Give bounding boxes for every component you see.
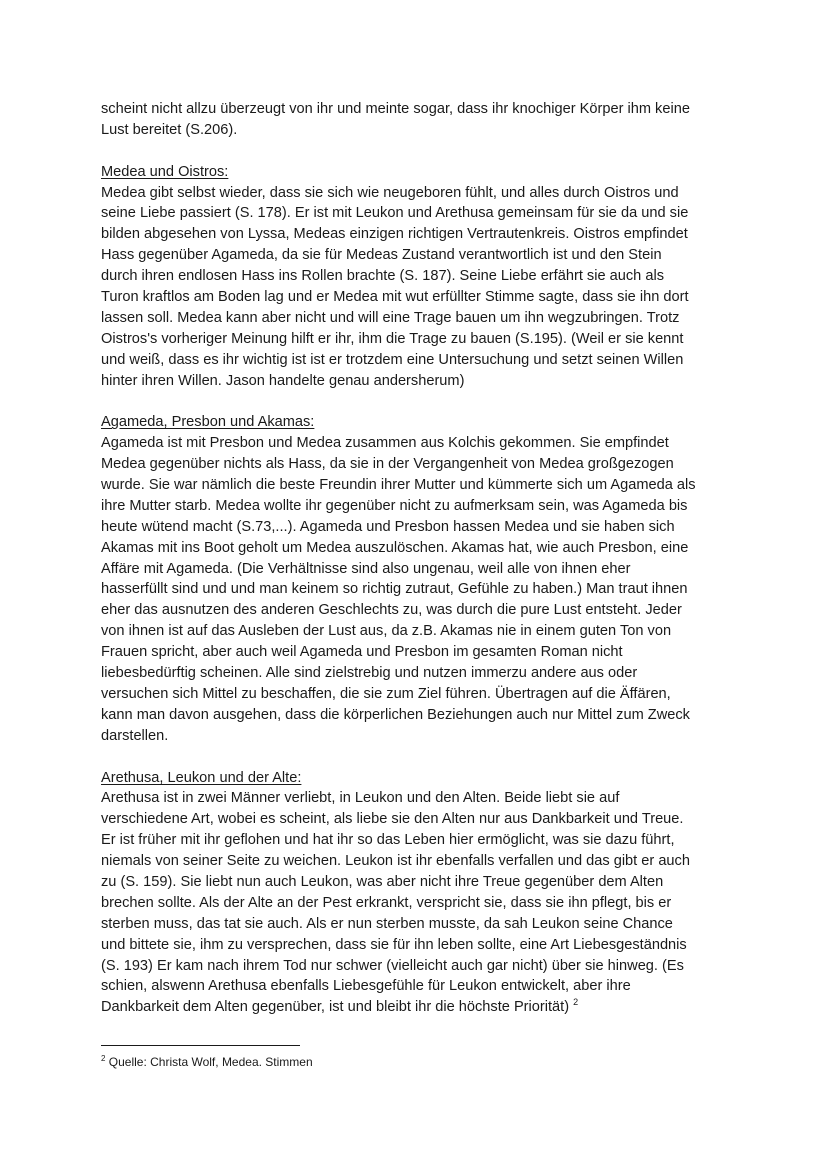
- text-line: Turon kraftlos am Boden lag und er Medea mit wut erfüllter Stimme sagte, dass sie ihn dort: [101, 289, 689, 306]
- text-line: lassen soll. Medea kann aber nicht und will eine Trage bauen um ihn wegzubringen. Trotz: [101, 309, 680, 326]
- text-line: liebesbedürftig scheinen. Alle sind zielstrebig und nutzen immerzu andere aus oder: [101, 665, 638, 682]
- text-line: Akamas mit ins Boot geholt um Medea auszulöschen. Akamas hat, wie auch Presbon, eine: [101, 539, 689, 556]
- text-line: heute wütend macht (S.73,...). Agameda und Presbon hassen Medea und sie haben sich: [101, 518, 675, 535]
- text-line: schien, alswenn Arethusa ebenfalls Liebesgefühle für Leukon entwickelt, aber ihre: [101, 978, 631, 995]
- footnote-reference[interactable]: 2: [573, 997, 579, 1008]
- text-line: wurde. Sie war nämlich die beste Freundin ihrer Mutter und kümmerte sich um Agameda als: [101, 477, 696, 494]
- section-heading: Medea und Oistros:: [101, 163, 229, 180]
- text-line: ihre Mutter starb. Medea wollte ihr gegenüber nicht zu aufmerksam sein, was Agameda bis: [101, 497, 688, 514]
- text-line: Oistros's vorheriger Meinung hilft er ihr, ihm die Trage zu bauen (S.195). (Weil er sie kennt: [101, 330, 684, 347]
- section-arethusa-leukon-alte: [101, 768, 741, 1019]
- text-line: durch ihren endlosen Hass ins Rollen brachte (S. 187). Seine Liebe erfährt sie auch als: [101, 268, 664, 285]
- text-line: bilden abgesehen von Lyssa, Medeas einzigen richtigen Vertrautenkreis. Oistros empfindet: [101, 226, 688, 243]
- text-line: Affäre mit Agameda. (Die Verhältnisse sind also ungenau, weil alle von ihnen eher: [101, 560, 631, 577]
- text-line: Arethusa ist in zwei Männer verliebt, in Leukon und den Alten. Beide liebt sie auf: [101, 790, 620, 807]
- intro-paragraph: [101, 99, 741, 141]
- text-line: Agameda ist mit Presbon und Medea zusammen aus Kolchis gekommen. Sie empfindet: [101, 435, 669, 452]
- text-line: Medea gibt selbst wieder, dass sie sich wie neugeboren fühlt, und alles durch Oistros und: [101, 184, 679, 201]
- footnote: [101, 1055, 313, 1070]
- text-line: Frauen spricht, aber auch weil Agameda und Presbon im gesamten Roman nicht: [101, 644, 623, 661]
- section-heading: Arethusa, Leukon und der Alte:: [101, 769, 302, 786]
- text-line: niemals von seiner Seite zu weichen. Leukon ist ihr ebenfalls verfallen und das gibt er auch: [101, 853, 690, 870]
- text-line: von ihnen ist auf das Ausleben der Lust aus, da z.B. Akamas nie in einem guten Ton von: [101, 623, 672, 640]
- text-line: verschiedene Art, wobei es scheint, als liebe sie den Alten nur aus Dankbarkeit und Treue.: [101, 811, 684, 828]
- text-line: versuchen sich Mittel zu beschaffen, die sie zum Ziel führen. Übertragen auf die Äffären,: [101, 685, 671, 702]
- section-heading: Agameda, Presbon und Akamas:: [101, 414, 315, 431]
- text-line: und weiß, dass es ihr wichtig ist ist er trotzdem eine Untersuchung und setzt seinen Willen: [101, 351, 684, 368]
- section-agameda-presbon-akamas: [101, 412, 741, 746]
- text-line: kann man davon ausgehen, dass die körperlichen Beziehungen auch nur Mittel zum Zweck: [101, 706, 690, 723]
- footnote-marker: 2: [101, 1054, 106, 1063]
- text-line: eher das ausnutzen des anderen Geschlechts zu, was durch die pure Lust entsteht. Jeder: [101, 602, 682, 619]
- text-line: Hass gegenüber Agameda, da sie für Medeas Zustand verantwortlich ist und den Stein: [101, 247, 662, 264]
- footnote-text: Quelle: Christa Wolf, Medea. Stimmen: [105, 1055, 313, 1069]
- text-line: brechen sollte. Als der Alte an der Pest erkrankt, verspricht sie, dass sie ihn pflegt, bis er: [101, 894, 672, 911]
- body-text: [101, 99, 741, 1039]
- text-line: seine Liebe passiert (S. 178). Er ist mit Leukon und Arethusa gemeinsam für sie da und sie: [101, 205, 689, 222]
- text-line: Medea gegenüber nichts als Hass, da sie in der Vergangenheit von Medea großgezogen: [101, 456, 674, 473]
- text-line: darstellen.: [101, 727, 169, 744]
- text-line: sterben muss, das tat sie auch. Als er nun sterben musste, da sah Leukon seine Chance: [101, 915, 673, 932]
- footnote-divider: [101, 1045, 300, 1046]
- text-line: Er ist früher mit ihr geflohen und hat ihr so das Leben hier ermöglicht, was sie dazu führt,: [101, 832, 675, 849]
- section-medea-oistros: [101, 162, 741, 392]
- text-line: und bittete sie, ihm zu versprechen, dass sie für ihn leben sollte, eine Art Liebesgeständnis: [101, 936, 687, 953]
- text-line: hinter ihren Willen. Jason handelte genau andersherum): [101, 372, 465, 389]
- text-line: Dankbarkeit dem Alten gegenüber, ist und bleibt ihr die höchste Priorität): [101, 999, 570, 1016]
- text-line: hasserfüllt sind und und man keinem so richtig zutraut, Gefühle zu haben.) Man traut ihnen: [101, 581, 688, 598]
- text-line: zu (S. 159). Sie liebt nun auch Leukon, was aber nicht ihre Treue gegenüber dem Alten: [101, 873, 664, 890]
- text-line: scheint nicht allzu überzeugt von ihr und meinte sogar, dass ihr knochiger Körper ihm keine: [101, 101, 690, 117]
- text-line: (S. 193) Er kam nach ihrem Tod nur schwer (vielleicht auch gar nicht) über sie hinweg. (Es: [101, 957, 684, 974]
- text-line: Lust bereitet (S.206).: [101, 121, 238, 138]
